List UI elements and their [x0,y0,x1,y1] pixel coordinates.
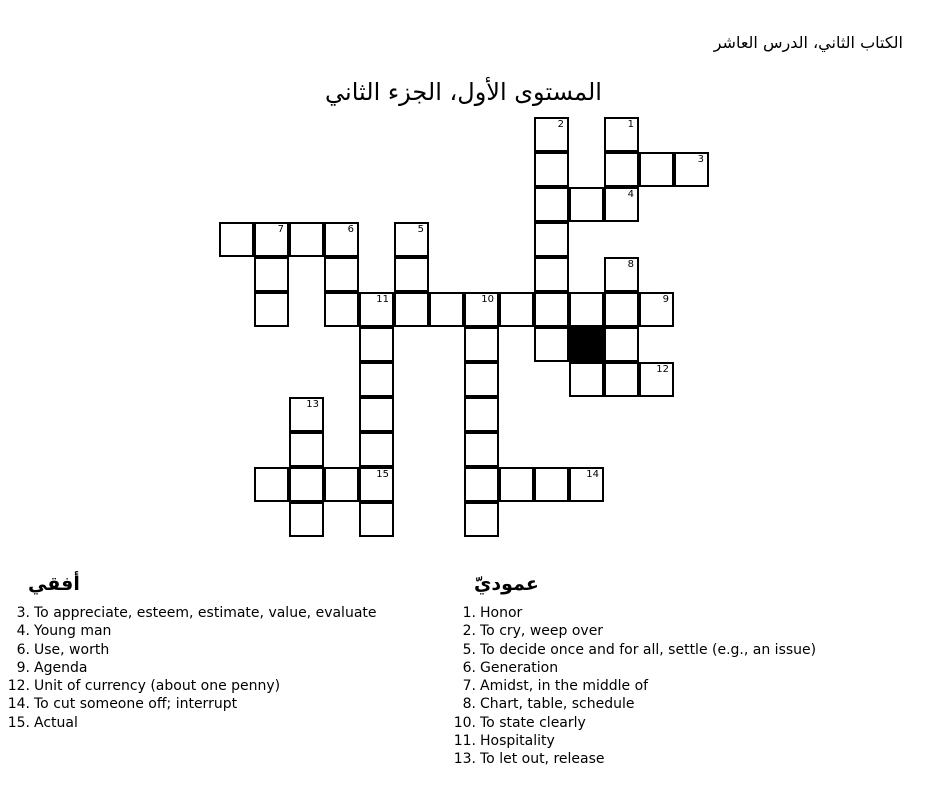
clue-number: 1. [462,605,476,621]
crossword-cell[interactable] [394,222,429,257]
clue-text: To cry, weep over [480,623,604,640]
crossword-cell[interactable] [604,152,639,187]
clue-number: 8. [462,696,476,713]
clue-number: 6. [16,641,30,658]
clue-text: To appreciate, esteem, estimate, value, evaluate [34,605,377,621]
clue-text: Amidst, in the middle of [480,678,649,695]
crossword-cell[interactable] [464,292,499,327]
cell-number: 11 [376,294,389,305]
clue-text: Unit of currency (about one penny) [34,678,281,695]
cell-number: 9 [662,294,669,305]
cell-number: 4 [627,189,634,200]
crossword-cell[interactable] [604,362,639,397]
cell-number: 3 [697,154,704,165]
crossword-cell[interactable] [359,502,394,537]
crossword-cell[interactable] [604,117,639,152]
clue-number: 2. [462,623,476,640]
crossword-cell[interactable] [289,222,324,257]
down-clue [450,641,816,659]
crossword-cell[interactable] [604,292,639,327]
crossword-cell[interactable] [499,292,534,327]
crossword-cell[interactable] [534,152,569,187]
crossword-cell[interactable] [604,257,639,292]
clue-text: Chart, table, schedule [480,696,635,713]
crossword-cell[interactable] [394,292,429,327]
across-clue [4,641,377,659]
crossword-cell[interactable] [499,467,534,502]
cell-number: 15 [376,469,389,480]
across-clue [4,659,377,677]
crossword-cell[interactable] [254,467,289,502]
clue-text: Actual [34,714,78,731]
across-clue [4,695,377,713]
crossword-cell[interactable] [324,222,359,257]
clue-number: 7. [462,678,476,695]
cell-number: 6 [347,224,354,235]
down-clue [450,695,816,713]
clue-number: 10. [453,714,476,731]
crossword-cell[interactable] [534,257,569,292]
crossword-cell[interactable] [254,222,289,257]
crossword-cell[interactable] [359,467,394,502]
crossword-cell[interactable] [674,152,709,187]
crossword-cell[interactable] [219,222,254,257]
clue-number: 11. [453,733,476,750]
clue-text: Hospitality [480,733,555,750]
cell-number: 5 [417,224,424,235]
down-clue [450,604,816,622]
clue-text: To state clearly [480,714,586,731]
cell-number: 12 [656,364,669,375]
crossword-cell[interactable] [464,362,499,397]
clue-text: Agenda [34,659,88,676]
crossword-cell[interactable] [254,257,289,292]
clue-number: 15. [7,714,30,731]
clue-text: To decide once and for all, settle (e.g., an issue) [480,641,817,658]
clue-text: Generation [480,659,559,676]
cell-number: 14 [586,469,599,480]
crossword-cell[interactable] [534,187,569,222]
crossword-cell[interactable] [359,327,394,362]
crossword-cell[interactable] [359,397,394,432]
clue-text: Honor [480,605,523,621]
crossword-cell[interactable] [534,327,569,362]
down-clue [450,750,816,768]
clue-number: 4. [16,623,30,640]
cell-number: 10 [481,294,494,305]
clue-text: Use, worth [34,641,110,658]
crossword-cell[interactable] [639,292,674,327]
page-title: المستوى الأول، الجزء الثاني [325,78,602,106]
crossword-cell[interactable] [569,187,604,222]
down-clue [450,659,816,677]
down-clue [450,732,816,750]
cell-number: 8 [627,259,634,270]
clue-number: 6. [462,659,476,676]
clue-text: Young man [34,623,112,640]
crossword-cell[interactable] [534,467,569,502]
across-clue [4,622,377,640]
down-clue [450,622,816,640]
clue-number: 5. [462,641,476,658]
crossword-cell[interactable] [569,292,604,327]
down-clue [450,677,816,695]
crossword-cell[interactable] [464,397,499,432]
crossword-cell[interactable] [569,467,604,502]
across-clue [4,604,377,622]
across-clue [4,714,377,732]
crossword-cell[interactable] [289,432,324,467]
cell-number: 7 [277,224,284,235]
crossword-cell[interactable] [534,222,569,257]
clue-number: 3. [16,605,30,621]
clue-number: 12. [7,678,30,695]
down-heading: عموديّ [474,573,539,595]
down-clue [450,714,816,732]
crossword-cell[interactable] [464,432,499,467]
crossword-cell[interactable] [604,327,639,362]
crossword-cell[interactable] [464,502,499,537]
clue-number: 9. [16,659,30,676]
clue-text: To let out, release [480,751,605,768]
crossword-cell[interactable] [569,362,604,397]
crossword-cell[interactable] [534,117,569,152]
crossword-cell[interactable] [639,362,674,397]
crossword-cell[interactable] [359,362,394,397]
cell-number: 13 [306,399,319,410]
across-clue [4,677,377,695]
lesson-label: الكتاب الثاني، الدرس العاشر [713,33,903,52]
crossword-cell[interactable] [254,292,289,327]
crossword-cell[interactable] [289,467,324,502]
across-heading: أفقي [28,573,80,595]
clue-number: 14. [7,696,30,713]
crossword-cell[interactable] [359,292,394,327]
crossword-cell[interactable] [289,502,324,537]
crossword-cell[interactable] [639,152,674,187]
crossword-cell[interactable] [359,432,394,467]
crossword-cell[interactable] [604,187,639,222]
crossword-cell[interactable] [324,292,359,327]
crossword-cell[interactable] [324,467,359,502]
crossword-cell[interactable] [534,292,569,327]
cell-number: 1 [627,119,634,130]
across-clues-list [4,604,377,732]
black-cell [569,327,604,362]
crossword-cell[interactable] [394,257,429,292]
crossword-cell[interactable] [289,397,324,432]
down-clues-list [450,604,816,769]
crossword-cell[interactable] [464,467,499,502]
crossword-cell[interactable] [464,327,499,362]
crossword-cell[interactable] [324,257,359,292]
crossword-cell[interactable] [429,292,464,327]
clue-number: 13. [453,751,476,768]
clue-text: To cut someone off; interrupt [34,696,238,713]
cell-number: 2 [557,119,564,130]
